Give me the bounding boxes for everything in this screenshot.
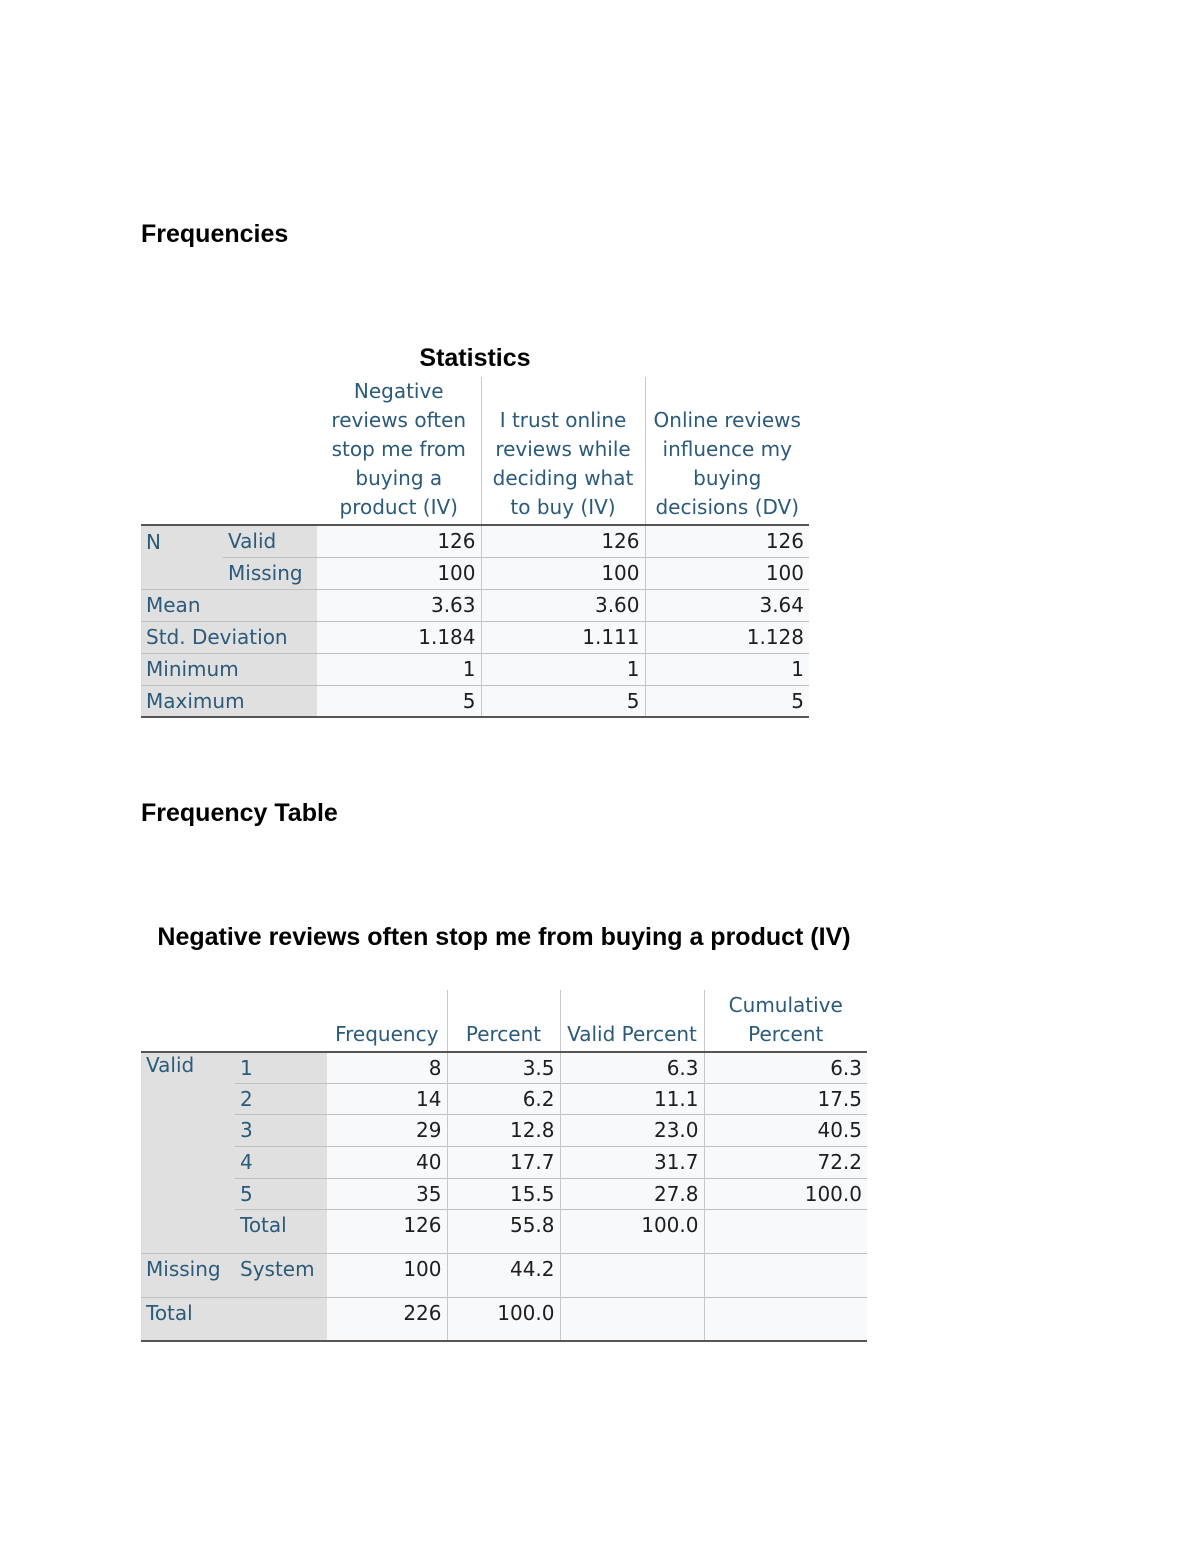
table-row xyxy=(141,525,809,557)
row-label: Minimum xyxy=(141,653,317,685)
row-label: Std. Deviation xyxy=(141,621,317,653)
table-cell xyxy=(560,1297,704,1341)
freq-col-header: Cumulative Percent xyxy=(704,990,867,1052)
table-cell: 100.0 xyxy=(447,1297,560,1341)
table-cell: 1 xyxy=(645,653,809,685)
table-cell: 40 xyxy=(327,1146,447,1178)
row-label: Valid xyxy=(223,525,317,557)
table-row xyxy=(141,1178,867,1209)
table-cell: 11.1 xyxy=(560,1083,704,1114)
freq-col-header: Valid Percent xyxy=(560,990,704,1052)
row-label: 3 xyxy=(235,1114,327,1146)
freq-col-header: Frequency xyxy=(335,1022,439,1046)
missing-group-label: Missing xyxy=(141,1253,235,1297)
table-cell: 6.2 xyxy=(447,1083,560,1114)
table-cell xyxy=(704,1253,867,1297)
row-label: Total xyxy=(141,1297,327,1341)
table-cell: 8 xyxy=(327,1052,447,1083)
frequencies-heading: Frequencies xyxy=(141,220,289,248)
table-cell: 126 xyxy=(327,1209,447,1253)
table-cell: 5 xyxy=(317,685,481,717)
row-label: 5 xyxy=(235,1178,327,1209)
table-cell: 3.60 xyxy=(481,589,645,621)
table-cell: 1.128 xyxy=(645,621,809,653)
table-cell: 23.0 xyxy=(560,1114,704,1146)
table-cell: 3.5 xyxy=(447,1052,560,1083)
frequency-table xyxy=(141,990,867,1342)
table-cell: 1 xyxy=(481,653,645,685)
table-cell: 100 xyxy=(481,557,645,589)
table-cell: 6.3 xyxy=(560,1052,704,1083)
table-cell: 3.63 xyxy=(317,589,481,621)
table-row xyxy=(141,1114,867,1146)
table-cell: 100 xyxy=(645,557,809,589)
table-cell: 126 xyxy=(481,525,645,557)
row-label: 2 xyxy=(235,1083,327,1114)
table-cell: 126 xyxy=(317,525,481,557)
table-cell: 55.8 xyxy=(447,1209,560,1253)
table-row xyxy=(141,589,809,621)
frequency-table-title: Negative reviews often stop me from buying a product (IV) xyxy=(157,923,851,951)
table-cell xyxy=(704,1209,867,1253)
table-cell: 3.64 xyxy=(645,589,809,621)
stats-col-header: Negative reviews often stop me from buying a product (IV) xyxy=(331,379,467,519)
table-row xyxy=(141,685,809,717)
row-label: System xyxy=(235,1253,327,1297)
table-cell: 126 xyxy=(645,525,809,557)
table-cell: 44.2 xyxy=(447,1253,560,1297)
table-row xyxy=(141,1253,867,1297)
table-cell: 100 xyxy=(317,557,481,589)
table-cell: 72.2 xyxy=(704,1146,867,1178)
table-cell: 31.7 xyxy=(560,1146,704,1178)
table-cell: 40.5 xyxy=(704,1114,867,1146)
table-cell: 1 xyxy=(317,653,481,685)
table-cell: 35 xyxy=(327,1178,447,1209)
row-group-label: N xyxy=(141,525,223,557)
table-row xyxy=(141,1052,867,1083)
table-row xyxy=(141,557,809,589)
valid-group-label: Valid xyxy=(141,1052,235,1253)
table-cell: 100.0 xyxy=(560,1209,704,1253)
table-cell: 226 xyxy=(327,1297,447,1341)
table-cell xyxy=(560,1253,704,1297)
table-cell: 17.7 xyxy=(447,1146,560,1178)
table-cell: 29 xyxy=(327,1114,447,1146)
table-row xyxy=(141,653,809,685)
table-row xyxy=(141,1209,867,1253)
table-cell xyxy=(704,1297,867,1341)
frequency-table-heading: Frequency Table xyxy=(141,799,338,827)
row-label: 1 xyxy=(235,1052,327,1083)
row-label: Mean xyxy=(141,589,317,621)
table-cell: 1.184 xyxy=(317,621,481,653)
table-row xyxy=(141,1083,867,1114)
statistics-title: Statistics xyxy=(419,344,531,372)
table-cell: 1.111 xyxy=(481,621,645,653)
table-cell: 27.8 xyxy=(560,1178,704,1209)
row-label: Total xyxy=(235,1209,327,1253)
row-label: Missing xyxy=(223,557,317,589)
table-row xyxy=(141,1146,867,1178)
table-row xyxy=(141,621,809,653)
table-cell: 5 xyxy=(481,685,645,717)
table-cell: 100.0 xyxy=(704,1178,867,1209)
stats-col-header: I trust online reviews while deciding what to buy (IV) xyxy=(481,377,645,525)
table-cell: 6.3 xyxy=(704,1052,867,1083)
statistics-table xyxy=(141,377,809,718)
stats-col-header: Online reviews influence my buying decisions (DV) xyxy=(645,377,809,525)
row-label: Maximum xyxy=(141,685,317,717)
table-cell: 14 xyxy=(327,1083,447,1114)
table-row xyxy=(141,1297,867,1341)
table-cell: 12.8 xyxy=(447,1114,560,1146)
row-label: 4 xyxy=(235,1146,327,1178)
freq-col-header: Percent xyxy=(447,990,560,1052)
table-cell: 17.5 xyxy=(704,1083,867,1114)
table-cell: 5 xyxy=(645,685,809,717)
table-cell: 15.5 xyxy=(447,1178,560,1209)
table-cell: 100 xyxy=(327,1253,447,1297)
